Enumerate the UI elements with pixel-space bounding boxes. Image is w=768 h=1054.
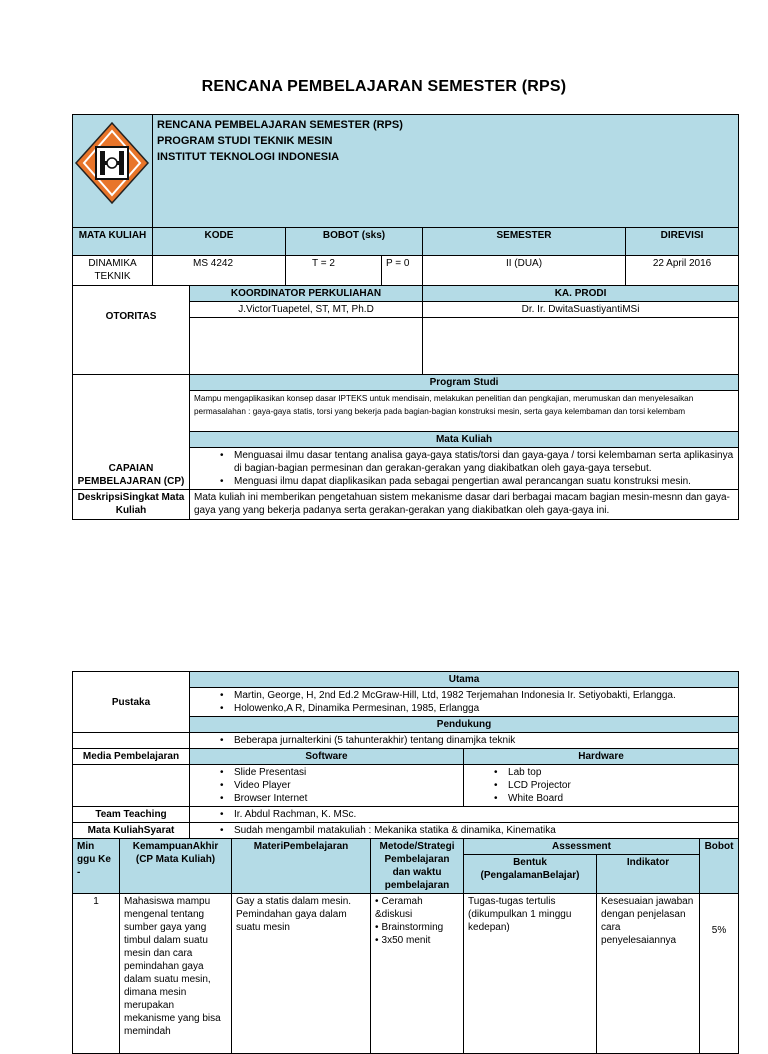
hardware-list: [464, 765, 739, 807]
course-code: MS 4242: [153, 256, 286, 286]
col-indikator: Indikator: [597, 855, 700, 894]
team-teaching-value: [190, 807, 739, 823]
metode-item: • 3x50 menit: [375, 934, 459, 947]
institution-header: [153, 115, 739, 228]
col-assessment: Assessment: [464, 839, 700, 855]
software-label: Software: [190, 749, 464, 765]
header-line-program: PROGRAM STUDI TEKNIK MESIN: [157, 135, 333, 147]
team-teaching-label: Team Teaching: [73, 807, 190, 823]
mk-cp-item: • Menguasi ilmu dapat diaplikasikan pada sebagai pengertian awal perancangan suatu konstruksi mesin.: [234, 475, 734, 488]
hardware-item: • Lab top: [508, 766, 734, 779]
col-mata-kuliah: MATA KULIAH: [73, 228, 153, 256]
deskripsi-label: DeskripsiSingkat Mata Kuliah: [73, 490, 190, 520]
capaian-label: CAPAIAN PEMBELAJARAN (CP): [73, 375, 190, 490]
syarat-label: Mata KuliahSyarat: [73, 823, 190, 839]
row-kemampuan: Mahasiswa mampu mengenal tentang sumber gaya yang timbul dalam suatu mesin dan cara pemindahan gaya dalam suatu mesin, dimana mesin merupakan mekanisme yang bisa memindah: [120, 894, 232, 1054]
course-revision-date: 22 April 2016: [626, 256, 739, 286]
course-sks-t: T = 2: [286, 256, 382, 286]
col-minggu: Min ggu Ke -: [73, 839, 120, 894]
hardware-label: Hardware: [464, 749, 739, 765]
metode-item: • Ceramah &diskusi: [375, 895, 459, 921]
col-bobot: BOBOT (sks): [286, 228, 423, 256]
row-bentuk: Tugas-tugas tertulis (dikumpulkan 1 minggu kedepan): [464, 894, 597, 1054]
software-item: • Video Player: [234, 779, 459, 792]
course-name: DINAMIKA TEKNIK: [73, 256, 153, 286]
koordinator-name: J.VictorTuapetel, ST, MT, Ph.D: [190, 302, 423, 318]
course-sks-p: P = 0: [382, 256, 423, 286]
prodi-cp-text: Mampu mengaplikasikan konsep dasar IPTEKS untuk mendisain, melakukan penelitian dan pengkajian, merumuskan dan menyelesaikan permasalahan : gaya-gaya statis, torsi yang bekerja pada bagian-bagian konstruksi mesin, serta gaya kelembaman dan torsi kelembam: [190, 391, 739, 432]
pendukung-list: [190, 733, 739, 749]
col-kode: KODE: [153, 228, 286, 256]
media-label: Media Pembelajaran: [73, 749, 190, 765]
col-metode: Metode/Strategi Pembelajaran dan waktu pembelajaran: [371, 839, 464, 894]
pustaka-label: Pustaka: [73, 672, 190, 733]
col-bentuk: Bentuk (PengalamanBelajar): [464, 855, 597, 894]
syarat-item: • Sudah mengambil matakuliah : Mekanika statika & dinamika, Kinematika: [234, 824, 734, 837]
mata-kuliah-cp-list: [190, 448, 739, 490]
software-item: • Browser Internet: [234, 792, 459, 805]
logo-cell: [73, 115, 153, 228]
utama-label: Utama: [190, 672, 739, 688]
syarat-value: [190, 823, 739, 839]
media-spacer: [73, 765, 190, 807]
pendukung-label: Pendukung: [190, 717, 739, 733]
prodi-label: Program Studi: [190, 375, 739, 391]
pustaka-item: • Martin, George, H, 2nd Ed.2 McGraw-Hill, Ltd, 1982 Terjemahan Indonesia Ir. Setiyobakti, Erlangga.: [234, 689, 734, 702]
hardware-item: • White Board: [508, 792, 734, 805]
row-minggu: 1: [73, 894, 120, 1054]
col-semester: SEMESTER: [423, 228, 626, 256]
table-row: [73, 894, 739, 1054]
pendukung-item: • Beberapa jurnalterkini (5 tahunterakhir) tentang dinamjka teknik: [234, 734, 734, 747]
col-direvisi: DIREVISI: [626, 228, 739, 256]
koordinator-signature: [190, 318, 423, 375]
col-bobot: Bobot: [700, 839, 739, 894]
deskripsi-text: Mata kuliah ini memberikan pengetahuan sistem mekanisme dasar dari berbagai macam bagian mesin-mesnn dan gaya-gaya yang yang bekerja padanya serta gerakan-gerakan yang diakibatkan oleh gaya-gaya ini.: [190, 490, 739, 520]
software-item: • Slide Presentasi: [234, 766, 459, 779]
pustaka-item: • Holowenko,A R, Dinamika Permesinan, 1985, Erlangga: [234, 702, 734, 715]
metode-item: • Brainstorming: [375, 921, 459, 934]
col-materi: MateriPembelajaran: [232, 839, 371, 894]
col-kemampuan: KemampuanAkhir (CP Mata Kuliah): [120, 839, 232, 894]
software-list: [190, 765, 464, 807]
mata-kuliah-cp-label: Mata Kuliah: [190, 432, 739, 448]
utama-list: [190, 688, 739, 717]
row-metode: [371, 894, 464, 1054]
university-logo-icon: [74, 121, 150, 205]
rps-detail-table: [72, 671, 739, 1054]
otoritas-label: OTORITAS: [73, 286, 190, 375]
kaprodi-name: Dr. Ir. DwitaSuastiyantiMSi: [423, 302, 739, 318]
kaprodi-signature: [423, 318, 739, 375]
row-indikator: Kesesuaian jawaban dengan penjelasan cara penyelesaiannya: [597, 894, 700, 1054]
koordinator-label: KOORDINATOR PERKULIAHAN: [190, 286, 423, 302]
rps-header-table: [72, 114, 739, 520]
course-semester: II (DUA): [423, 256, 626, 286]
page-title: RENCANA PEMBELAJARAN SEMESTER (RPS): [201, 78, 567, 95]
kaprodi-label: KA. PRODI: [423, 286, 739, 302]
hardware-item: • LCD Projector: [508, 779, 734, 792]
header-line-institute: INSTITUT TEKNOLOGI INDONESIA: [157, 151, 340, 163]
row-bobot: 5%: [700, 894, 739, 1054]
pustaka-spacer: [73, 733, 190, 749]
team-teaching-item: • Ir. Abdul Rachman, K. MSc.: [234, 808, 734, 821]
row-materi: Gay a statis dalam mesin. Pemindahan gaya dalam suatu mesin: [232, 894, 371, 1054]
header-line-rps: RENCANA PEMBELAJARAN SEMESTER (RPS): [157, 119, 403, 131]
mk-cp-item: • Menguasai ilmu dasar tentang analisa gaya-gaya statis/torsi dan gaya-gaya / torsi kelembaman serta aplikasinya di bagian-bagian permesinan dan gerakan-gerakan yang diakibatkan oleh gaya-gaya tersebut.: [234, 449, 734, 475]
